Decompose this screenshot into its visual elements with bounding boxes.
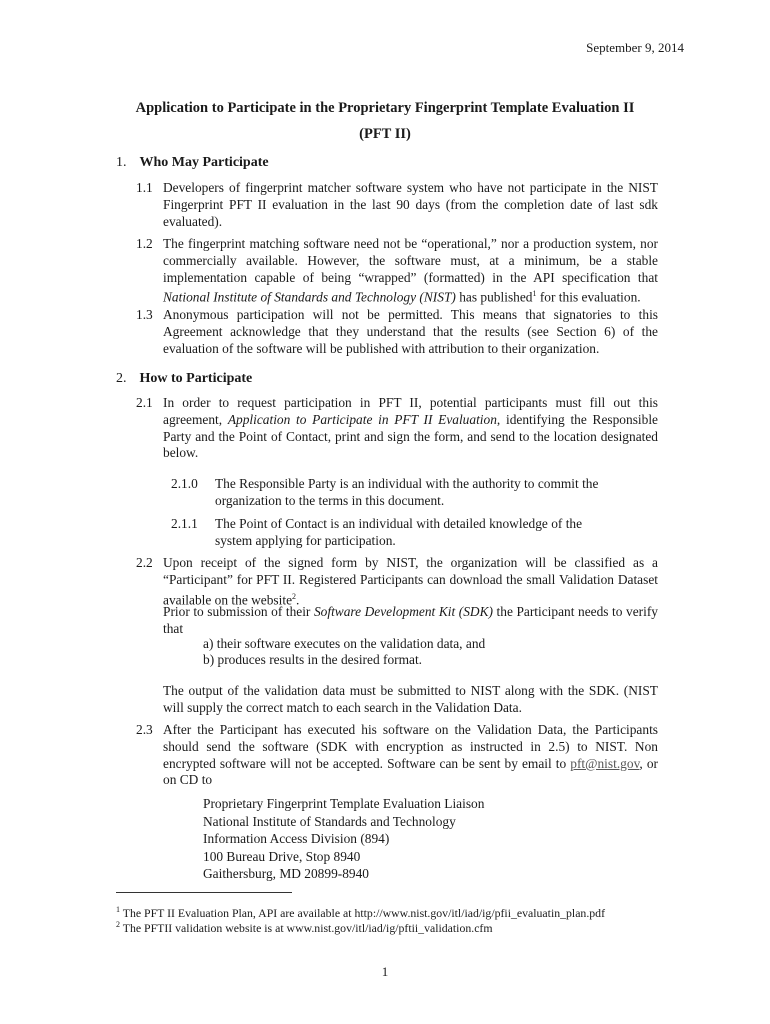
validation-output-text: The output of the validation data must be submitted to NIST along with the SDK. (NIST will supply the correct match to each search in the Validation Data.	[163, 683, 658, 715]
section-title: Who May Participate	[139, 155, 269, 170]
paragraph-text: The Point of Contact is an individual with detailed knowledge of the system applying for participation.	[215, 516, 583, 548]
paragraph-2-1-0	[165, 475, 605, 509]
address-line: Gaithersburg, MD 20899-8940	[203, 866, 370, 881]
section-2-heading	[116, 371, 252, 387]
document-date: September 9, 2014	[586, 40, 684, 55]
footnote-number: 1	[116, 905, 120, 914]
application-title: Application to Participate in PFT II Evaluation	[227, 411, 497, 427]
list-item: a) their software executes on the validation data, and	[203, 636, 486, 651]
paragraph-1-1	[136, 180, 658, 230]
paragraph-1-3	[136, 307, 658, 357]
page-number: 1	[381, 964, 389, 979]
paragraph-2-2	[136, 555, 658, 609]
section-number: 2.	[116, 371, 127, 386]
paragraph-number: 2.1.0	[171, 476, 198, 491]
paragraph-2-3	[136, 722, 658, 789]
document-title: Application to Participate in the Proprietary Fingerprint Template Evaluation II	[135, 100, 635, 116]
footnote-ref-1: 1	[532, 289, 537, 299]
paragraph-text: After the Participant has executed his software on the Validation Data, the Participants should send the software (SDK with encryption as instructed in 2.5) to NIST. Non encrypted software will not be accepted. Software can be sent by email to pft@nist.gov, or on CD to	[163, 722, 658, 788]
sdk-name: Software Development Kit (SDK)	[313, 604, 493, 619]
paragraph-number: 1.3	[136, 307, 153, 322]
paragraph-text: Developers of fingerprint matcher software system who have not participate in the NIST Fingerprint PFT II evaluation in the last 90 days (from the completion date of last sdk evaluated).	[163, 180, 658, 229]
document-subtitle: (PFT II)	[359, 126, 411, 142]
paragraph-1-2	[136, 236, 658, 307]
prior-submission-text: Prior to submission of their Software Development Kit (SDK) the Participant needs to verify that	[163, 604, 658, 636]
paragraph-text: The Responsible Party is an individual with the authority to commit the organization to the terms in this document.	[215, 476, 599, 508]
paragraph-2-1-1	[165, 515, 605, 549]
paragraph-text: Anonymous participation will not be permitted. This means that signatories to this Agreement acknowledge that they understand that the results (see Section 6) of the evaluation of the software will be published with attribution to their organization.	[163, 307, 658, 356]
address-line: Information Access Division (894)	[203, 831, 390, 846]
paragraph-number: 2.2	[136, 555, 153, 570]
mailing-address	[203, 795, 484, 883]
paragraph-2-1	[136, 395, 658, 462]
footnote-2	[116, 917, 493, 936]
footnote-text: The PFT II Evaluation Plan, API are available at http://www.nist.gov/itl/iad/ig/pfii_evaluatin_plan.pdf	[120, 905, 606, 920]
paragraph-text: Upon receipt of the signed form by NIST, the organization will be classified as a “Participant” for PFT II. Registered Participants can download the small Validation Dataset available on the website$^2$.	[163, 555, 658, 608]
paragraph-number: 1.2	[136, 236, 153, 251]
paragraph-text: The fingerprint matching software need not be “operational,” nor a production system, nor commercially available. However, the software must, at a minimum, be a stable implementation capable of being “wrapped” (formatted) in the API specification that National Institute of Standards and Technology (NIST) has published$^1$ for this evaluation.	[163, 236, 658, 305]
footnote-number: 2	[116, 920, 120, 929]
paragraph-number: 2.1.1	[171, 516, 198, 531]
section-title: How to Participate	[139, 371, 253, 386]
paragraph-number: 2.3	[136, 722, 153, 737]
paragraph-number: 1.1	[136, 180, 153, 195]
email-link[interactable]: pft@nist.gov	[570, 755, 640, 771]
section-number: 1.	[116, 155, 127, 170]
paragraph-number: 2.1	[136, 395, 153, 410]
paragraph-text: In order to request participation in PFT II, potential participants must fill out this agreement, Application to Participate in PFT II Evaluation, identifying the Responsible Party and the Point of Contact, print and sign the form, and send to the location designated below.	[163, 395, 658, 461]
nist-name: National Institute of Standards and Technology (NIST)	[163, 289, 456, 305]
list-item: b) produces results in the desired format.	[203, 652, 423, 667]
verification-list	[203, 636, 485, 668]
footnote-ref-2: 2	[292, 591, 297, 601]
footnote-text: The PFTII validation website is at www.nist.gov/itl/iad/ig/pftii_validation.cfm	[120, 920, 493, 935]
address-line: 100 Bureau Drive, Stop 8940	[203, 848, 361, 864]
address-line: National Institute of Standards and Technology	[203, 813, 456, 829]
address-line: Proprietary Fingerprint Template Evaluation Liaison	[203, 796, 485, 811]
footnote-separator	[116, 892, 292, 893]
section-1-heading	[116, 155, 269, 171]
